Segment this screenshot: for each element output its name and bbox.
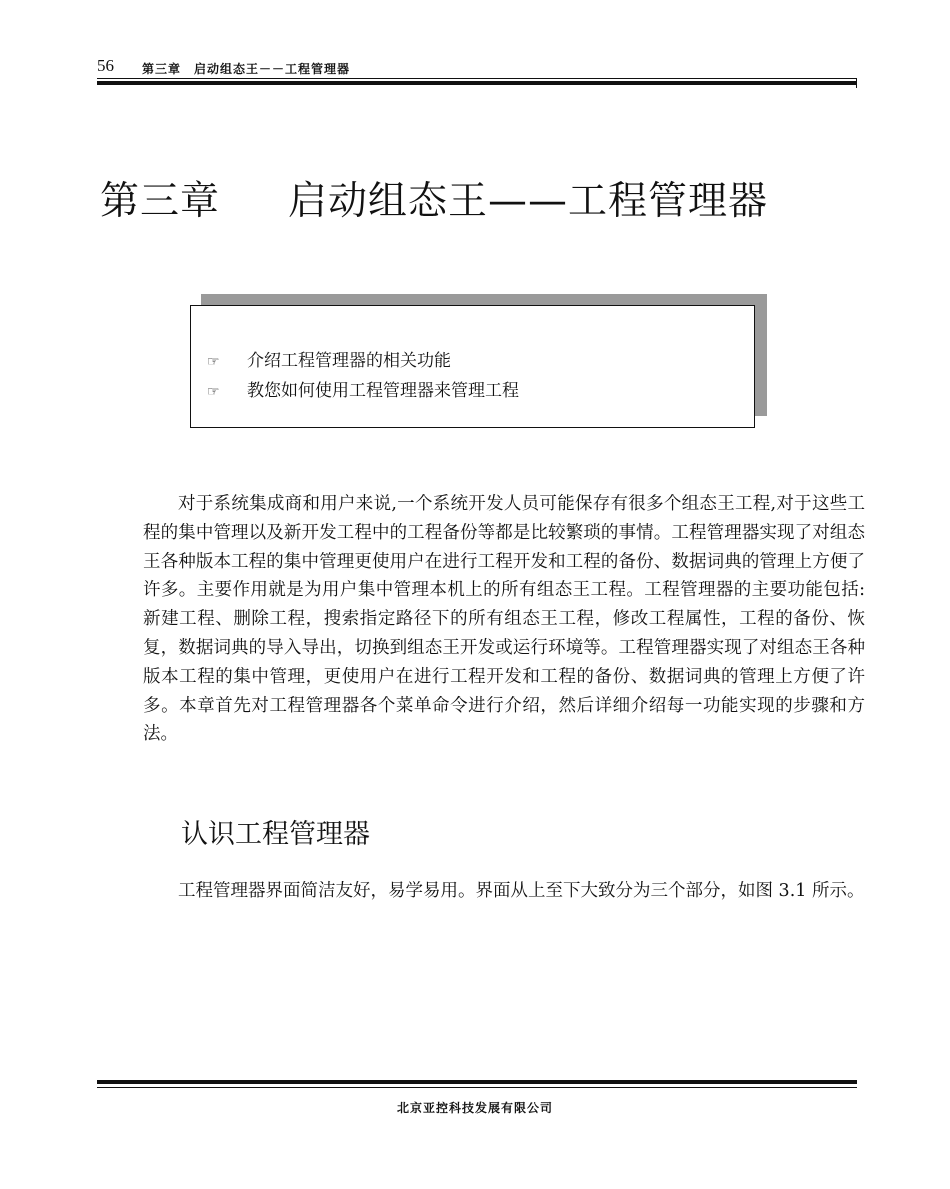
chapter-title bbox=[100, 170, 768, 226]
objective-text: 介绍工程管理器的相关功能 bbox=[247, 351, 451, 371]
pointing-hand-icon: ☞ bbox=[207, 354, 220, 370]
header-rule-end bbox=[856, 78, 857, 88]
intro-paragraph-text: 对于系统集成商和用户来说,一个系统开发人员可能保存有很多个组态王工程,对于这些工程的集中管理以及新开发工程中的工程备份等都是比较繁琐的事情。工程管理器实现了对组态王各种版本工程的集中管理更使用户在进行工程开发和工程的备份、数据词典的管理上方便了许多。主要作用就是为用户集中管理本机上的所有组态王工程。工程管理器的主要功能包括:新建工程、删除工程，搜索指定路径下的所有组态王工程，修改工程属性，工程的备份、恢复，数据词典的导入导出，切换到组态王开发或运行环境等。工程管理器实现了对组态王各种版本工程的集中管理，更使用户在进行工程开发和工程的备份、数据词典的管理上方便了许多。本章首先对工程管理器各个菜单命令进行介绍，然后详细介绍每一功能实现的步骤和方法。 bbox=[143, 494, 865, 745]
objective-item bbox=[207, 346, 451, 371]
footer-rule-thin bbox=[97, 1087, 857, 1088]
section-paragraph bbox=[143, 877, 865, 906]
header-rule-thin bbox=[97, 78, 857, 79]
footer-rule-thick bbox=[97, 1080, 857, 1084]
chapter-label: 第三章 bbox=[100, 179, 221, 224]
page-number: 56 bbox=[97, 56, 114, 75]
objective-item bbox=[207, 376, 519, 401]
running-title: 第三章 启动组态王－－工程管理器 bbox=[142, 62, 351, 76]
header-rule-thick bbox=[97, 81, 857, 85]
pointing-hand-icon: ☞ bbox=[207, 384, 220, 400]
intro-paragraph bbox=[143, 490, 865, 749]
objective-text: 教您如何使用工程管理器来管理工程 bbox=[247, 381, 519, 401]
section-heading: 认识工程管理器 bbox=[181, 819, 370, 850]
section-paragraph-text: 工程管理器界面简洁友好，易学易用。界面从上至下大致分为三个部分，如图 3.1 所示。 bbox=[178, 881, 865, 901]
chapter-name: 启动组态王——工程管理器 bbox=[288, 179, 769, 224]
footer-company: 北京亚控科技发展有限公司 bbox=[396, 1101, 553, 1115]
